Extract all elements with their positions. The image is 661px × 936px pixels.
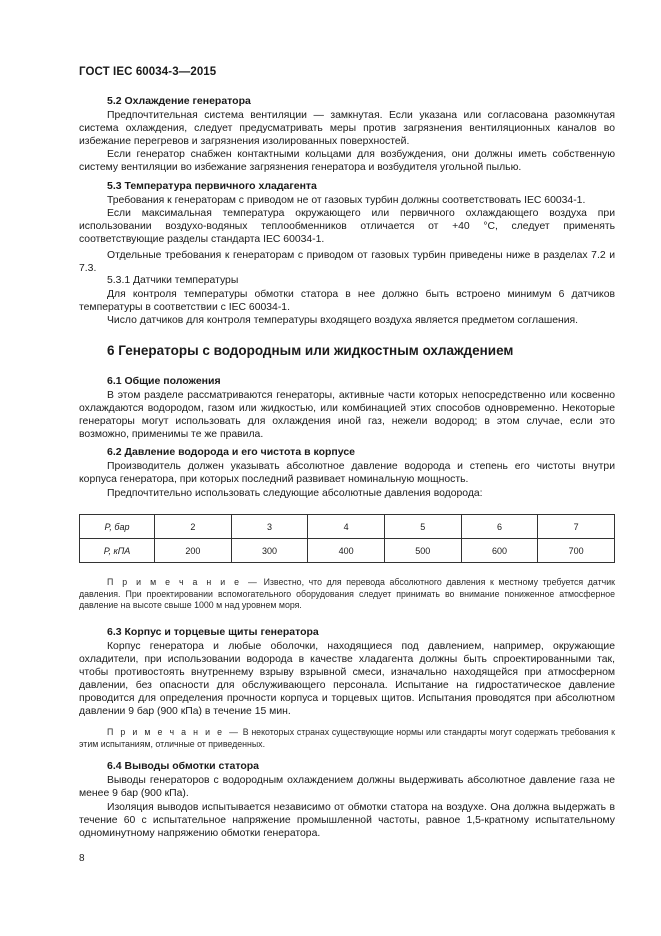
section-6-1-title: 6.1 Общие положения (107, 375, 221, 387)
page-number: 8 (79, 853, 85, 864)
section-5-3-paragraph-2: Если максимальная температура окружающего или первичного охлаждающего воздуха при использовании воздухо-водяных теплообменников отличается от +40 °С, следует применять соответствующие разделы стандарта IEC 60034-1. (79, 208, 615, 245)
section-6-4-title: 6.4 Выводы обмотки статора (107, 760, 260, 772)
section-6-2-title: 6.2 Давление водорода и его чистота в корпусе (107, 446, 355, 458)
note-2 (79, 727, 615, 750)
section-6-4-paragraph-1: Выводы генераторов с водородным охлаждением должны выдерживать абсолютное давление газа не менее 9 бар (900 кПа). (79, 775, 615, 799)
table-cell: 4 (308, 515, 385, 539)
section-5-3-paragraph-1: Требования к генераторам с приводом не от газовых турбин должны соответствовать IEC 60034-1. (107, 195, 586, 206)
subsection-5-3-1-title: 5.3.1 Датчики температуры (107, 275, 239, 286)
note-text: В некоторых странах существующие нормы или стандарты могут содержать требования к этим испытаниям, отличные от приведенных. (79, 727, 615, 749)
note-1 (79, 577, 615, 612)
section-6-3-paragraph-1: Корпус генератора и любые оболочки, находящиеся под давлением, например, окружающие охладители, при использовании водорода в качестве хладагента должны быть спроектированными так, чтобы противостоять внутреннему взрыву взрывной смеси, изначально находящейся при атмосферном давлении, без опасности для обслуживающего персонала. Испытание на гидростатическое давление проводится для определения прочности корпуса и торцевых щитов. Испытания проводятся при абсолютном давлении 9 бар (900 кПа) в течение 15 мин. (79, 641, 615, 717)
document-header: ГОСТ IEC 60034-3—2015 (79, 66, 217, 78)
section-6-1-paragraph-1: В этом разделе рассматриваются генераторы, активные части которых непосредственно или косвенно охлаждаются водородом, газом или жидкостью, или комбинацией этих способов одновременно. Некоторые генераторы могут использовать для охлаждения иной газ, нежели водород; в этом случае, если это возможно, применимы те же правила. (79, 390, 615, 440)
pressure-table (79, 514, 615, 563)
table-cell: 6 (461, 515, 538, 539)
table-cell: 7 (538, 515, 615, 539)
section-5-2-paragraph-1: Предпочтительная система вентиляции — замкнутая. Если указана или согласована разомкнутая система охлаждения, следует предусматривать меры против загрязнения вентиляционных каналов во избежание перегревов и загрязнения изолированных поверхностей. (79, 110, 615, 147)
table-row-bar (80, 515, 615, 539)
table-cell: 300 (231, 539, 308, 563)
table-cell: 700 (538, 539, 615, 563)
table-cell: 200 (155, 539, 232, 563)
section-6-3-title: 6.3 Корпус и торцевые щиты генератора (107, 626, 319, 638)
note-text: Известно, что для перевода абсолютного давления к местному требуется датчик давления. При проектировании вспомогательного оборудования следует принимать во внимание пониженное атмосферное давление на высоте свыше 1000 м над уровнем моря. (79, 577, 615, 611)
table-cell: 5 (384, 515, 461, 539)
note-label: П р и м е ч а н и е — (107, 727, 241, 737)
section-5-3-paragraph-3: Отдельные требования к генераторам с приводом от газовых турбин приведены ниже в разделах 7.2 и 7.3. (79, 250, 615, 274)
note-label: П р и м е ч а н и е — (107, 577, 259, 587)
section-5-3-paragraph-5: Число датчиков для контроля температуры входящего воздуха является предметом соглашения. (107, 315, 579, 326)
section-6-4-paragraph-2: Изоляция выводов испытывается независимо от обмотки статора на воздухе. Она должна выдержать в течение 60 с испытательное напряжение промышленной частоты, равное 1,5-кратному испытательному одноминутному напряжению обмотки генератора. (79, 802, 615, 839)
table-row-header: P, кПА (80, 539, 155, 563)
table-row-header: P, бар (80, 515, 155, 539)
section-6-2-paragraph-1: Производитель должен указывать абсолютное давление водорода и степень его чистоты внутри корпуса генератора, при которых последний развивает номинальную мощность. (79, 461, 615, 485)
section-5-3-paragraph-4: Для контроля температуры обмотки статора в нее должно быть встроено минимум 6 датчиков температуры в соответствии с IEC 60034-1. (79, 289, 615, 313)
table-cell: 500 (384, 539, 461, 563)
section-6-2-paragraph-2: Предпочтительно использовать следующие абсолютные давления водорода: (107, 488, 483, 499)
chapter-6-title: 6 Генераторы с водородным или жидкостным охлаждением (107, 343, 514, 358)
section-5-3-title: 5.3 Температура первичного хладагента (107, 180, 317, 192)
section-5-2-paragraph-2: Если генератор снабжен контактными кольцами для возбуждения, они должны иметь собственную систему вентиляции во избежание загрязнения генератора и возбудителя угольной пылью. (79, 149, 615, 173)
section-5-2-title: 5.2 Охлаждение генератора (107, 95, 251, 107)
table-row-kpa (80, 539, 615, 563)
table-cell: 600 (461, 539, 538, 563)
table-cell: 400 (308, 539, 385, 563)
table-cell: 3 (231, 515, 308, 539)
table-cell: 2 (155, 515, 232, 539)
